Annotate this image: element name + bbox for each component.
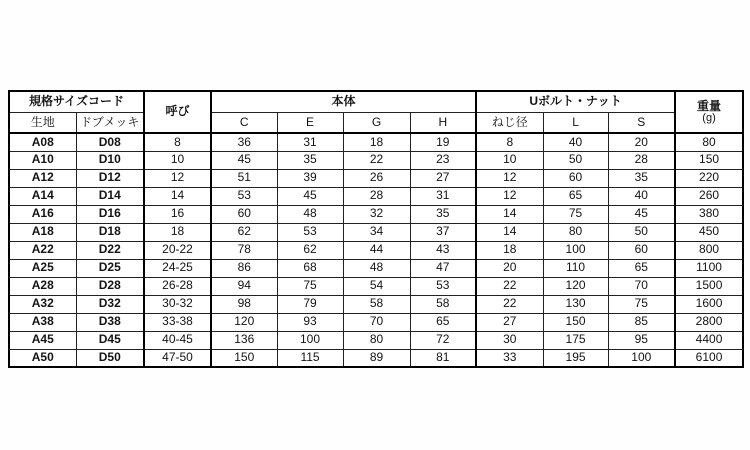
table-row xyxy=(9,277,743,295)
table-cell: 62 xyxy=(211,223,277,241)
table-cell: 136 xyxy=(211,331,277,349)
table-cell: A45 xyxy=(9,331,76,349)
table-cell: 450 xyxy=(675,223,743,241)
table-cell: D45 xyxy=(76,331,144,349)
table-cell: 78 xyxy=(211,241,277,259)
table-row xyxy=(9,223,743,241)
table-cell: 35 xyxy=(277,151,343,169)
table-row xyxy=(9,169,743,187)
table-cell: 51 xyxy=(211,169,277,187)
table-cell: 1600 xyxy=(675,295,743,313)
table-cell: 93 xyxy=(277,313,343,331)
table-cell: A32 xyxy=(9,295,76,313)
table-cell: 10 xyxy=(476,151,543,169)
table-cell: 40 xyxy=(608,187,675,205)
table-cell: 60 xyxy=(608,241,675,259)
table-cell: 6100 xyxy=(675,349,743,367)
table-cell: 45 xyxy=(608,205,675,223)
header-body-group: 本体 xyxy=(211,91,476,113)
table-row xyxy=(9,187,743,205)
header-galvanized: ドブメッキ xyxy=(76,113,144,134)
table-cell: 23 xyxy=(410,151,476,169)
table-cell: 45 xyxy=(277,187,343,205)
table-cell: A16 xyxy=(9,205,76,223)
header-s: S xyxy=(608,113,675,134)
table-cell: 18 xyxy=(343,133,410,151)
table-cell: 26 xyxy=(343,169,410,187)
header-plain: 生地 xyxy=(9,113,76,134)
table-cell: D22 xyxy=(76,241,144,259)
table-cell: 1100 xyxy=(675,259,743,277)
header-size-code-group: 規格サイズコード xyxy=(9,91,144,113)
table-cell: D14 xyxy=(76,187,144,205)
table-cell: 60 xyxy=(211,205,277,223)
table-cell: 1500 xyxy=(675,277,743,295)
table-cell: 75 xyxy=(277,277,343,295)
table-cell: 85 xyxy=(608,313,675,331)
table-cell: 32 xyxy=(343,205,410,223)
table-row xyxy=(9,133,743,151)
table-cell: 75 xyxy=(608,295,675,313)
header-e: E xyxy=(277,113,343,134)
table-cell: 60 xyxy=(543,169,608,187)
table-cell: 70 xyxy=(343,313,410,331)
table-cell: D25 xyxy=(76,259,144,277)
table-cell: 115 xyxy=(277,349,343,367)
table-cell: 62 xyxy=(277,241,343,259)
table-cell: 380 xyxy=(675,205,743,223)
table-cell: A10 xyxy=(9,151,76,169)
table-row xyxy=(9,241,743,259)
table-cell: 31 xyxy=(277,133,343,151)
table-body xyxy=(9,133,743,367)
table-cell: 30-32 xyxy=(144,295,211,313)
table-cell: D28 xyxy=(76,277,144,295)
table-cell: 100 xyxy=(608,349,675,367)
spec-table xyxy=(8,90,744,368)
table-cell: 10 xyxy=(144,151,211,169)
table-cell: A28 xyxy=(9,277,76,295)
header-weight-unit: (g) xyxy=(702,112,716,125)
table-cell: 120 xyxy=(543,277,608,295)
table-cell: 4400 xyxy=(675,331,743,349)
table-cell: 89 xyxy=(343,349,410,367)
header-row-groups xyxy=(9,91,743,113)
table-cell: 65 xyxy=(410,313,476,331)
table-cell: 44 xyxy=(343,241,410,259)
table-cell: D18 xyxy=(76,223,144,241)
table-cell: 12 xyxy=(144,169,211,187)
table-cell: 65 xyxy=(543,187,608,205)
table-cell: 2800 xyxy=(675,313,743,331)
table-cell: 150 xyxy=(675,151,743,169)
table-cell: 68 xyxy=(277,259,343,277)
table-cell: 130 xyxy=(543,295,608,313)
table-cell: 22 xyxy=(476,295,543,313)
table-cell: 40-45 xyxy=(144,331,211,349)
table-row xyxy=(9,295,743,313)
table-cell: 14 xyxy=(476,205,543,223)
table-cell: 58 xyxy=(343,295,410,313)
table-cell: 800 xyxy=(675,241,743,259)
table-cell: 50 xyxy=(608,223,675,241)
table-cell: 45 xyxy=(211,151,277,169)
header-g: G xyxy=(343,113,410,134)
table-cell: 35 xyxy=(608,169,675,187)
header-nominal: 呼び xyxy=(144,91,211,133)
table-cell: 100 xyxy=(277,331,343,349)
table-row xyxy=(9,313,743,331)
table-cell: 80 xyxy=(343,331,410,349)
table-cell: 53 xyxy=(410,277,476,295)
table-cell: 86 xyxy=(211,259,277,277)
table-cell: D08 xyxy=(76,133,144,151)
table-cell: 195 xyxy=(543,349,608,367)
table-cell: 28 xyxy=(343,187,410,205)
table-cell: 120 xyxy=(211,313,277,331)
table-cell: 36 xyxy=(211,133,277,151)
table-cell: 175 xyxy=(543,331,608,349)
table-cell: 24-25 xyxy=(144,259,211,277)
table-cell: 18 xyxy=(144,223,211,241)
table-cell: 110 xyxy=(543,259,608,277)
table-cell: A12 xyxy=(9,169,76,187)
header-row-sub xyxy=(9,113,743,134)
table-cell: 20-22 xyxy=(144,241,211,259)
table-cell: 94 xyxy=(211,277,277,295)
table-cell: 12 xyxy=(476,187,543,205)
header-weight-label: 重量 xyxy=(697,98,722,113)
table-header xyxy=(9,91,743,133)
table-cell: 20 xyxy=(608,133,675,151)
table-cell: 22 xyxy=(343,151,410,169)
table-cell: 26-28 xyxy=(144,277,211,295)
header-c: C xyxy=(211,113,277,134)
table-cell: A08 xyxy=(9,133,76,151)
table-cell: 75 xyxy=(543,205,608,223)
table-cell: 98 xyxy=(211,295,277,313)
table-cell: 27 xyxy=(410,169,476,187)
table-cell: 39 xyxy=(277,169,343,187)
table-row xyxy=(9,205,743,223)
table-cell: 22 xyxy=(476,277,543,295)
table-cell: 65 xyxy=(608,259,675,277)
table-cell: 260 xyxy=(675,187,743,205)
header-screw-dia: ねじ径 xyxy=(476,113,543,134)
table-cell: 30 xyxy=(476,331,543,349)
table-cell: 50 xyxy=(543,151,608,169)
table-cell: 47 xyxy=(410,259,476,277)
table-cell: 34 xyxy=(343,223,410,241)
table-row xyxy=(9,259,743,277)
table-cell: 35 xyxy=(410,205,476,223)
table-cell: 8 xyxy=(476,133,543,151)
table-cell: 33 xyxy=(476,349,543,367)
table-cell: 28 xyxy=(608,151,675,169)
table-cell: A22 xyxy=(9,241,76,259)
table-cell: 8 xyxy=(144,133,211,151)
table-cell: 72 xyxy=(410,331,476,349)
table-cell: 100 xyxy=(543,241,608,259)
table-cell: 16 xyxy=(144,205,211,223)
table-cell: 40 xyxy=(543,133,608,151)
table-cell: 70 xyxy=(608,277,675,295)
table-cell: 79 xyxy=(277,295,343,313)
table-cell: A38 xyxy=(9,313,76,331)
table-cell: 37 xyxy=(410,223,476,241)
table-row xyxy=(9,151,743,169)
table-cell: 33-38 xyxy=(144,313,211,331)
table-cell: 31 xyxy=(410,187,476,205)
table-cell: 58 xyxy=(410,295,476,313)
table-cell: 53 xyxy=(277,223,343,241)
table-cell: 80 xyxy=(543,223,608,241)
table-cell: 80 xyxy=(675,133,743,151)
header-l: L xyxy=(543,113,608,134)
table-cell: 150 xyxy=(543,313,608,331)
table-cell: 81 xyxy=(410,349,476,367)
table-cell: 48 xyxy=(277,205,343,223)
table-cell: A25 xyxy=(9,259,76,277)
table-cell: 220 xyxy=(675,169,743,187)
table-cell: D38 xyxy=(76,313,144,331)
table-cell: 43 xyxy=(410,241,476,259)
table-cell: 14 xyxy=(144,187,211,205)
table-cell: D10 xyxy=(76,151,144,169)
header-ubolt-group: Uボルト・ナット xyxy=(476,91,675,113)
table-cell: 53 xyxy=(211,187,277,205)
header-weight xyxy=(675,91,743,133)
table-cell: D32 xyxy=(76,295,144,313)
table-cell: 95 xyxy=(608,331,675,349)
table-cell: 19 xyxy=(410,133,476,151)
table-cell: A50 xyxy=(9,349,76,367)
table-cell: 18 xyxy=(476,241,543,259)
table-cell: 12 xyxy=(476,169,543,187)
table-cell: 47-50 xyxy=(144,349,211,367)
table-cell: 48 xyxy=(343,259,410,277)
table-cell: 54 xyxy=(343,277,410,295)
table-cell: D16 xyxy=(76,205,144,223)
table-cell: A14 xyxy=(9,187,76,205)
table-cell: D50 xyxy=(76,349,144,367)
table-cell: A18 xyxy=(9,223,76,241)
table-cell: 27 xyxy=(476,313,543,331)
table-row xyxy=(9,349,743,367)
table-cell: 20 xyxy=(476,259,543,277)
table-cell: D12 xyxy=(76,169,144,187)
table-cell: 150 xyxy=(211,349,277,367)
header-h: H xyxy=(410,113,476,134)
table-row xyxy=(9,331,743,349)
table-cell: 14 xyxy=(476,223,543,241)
